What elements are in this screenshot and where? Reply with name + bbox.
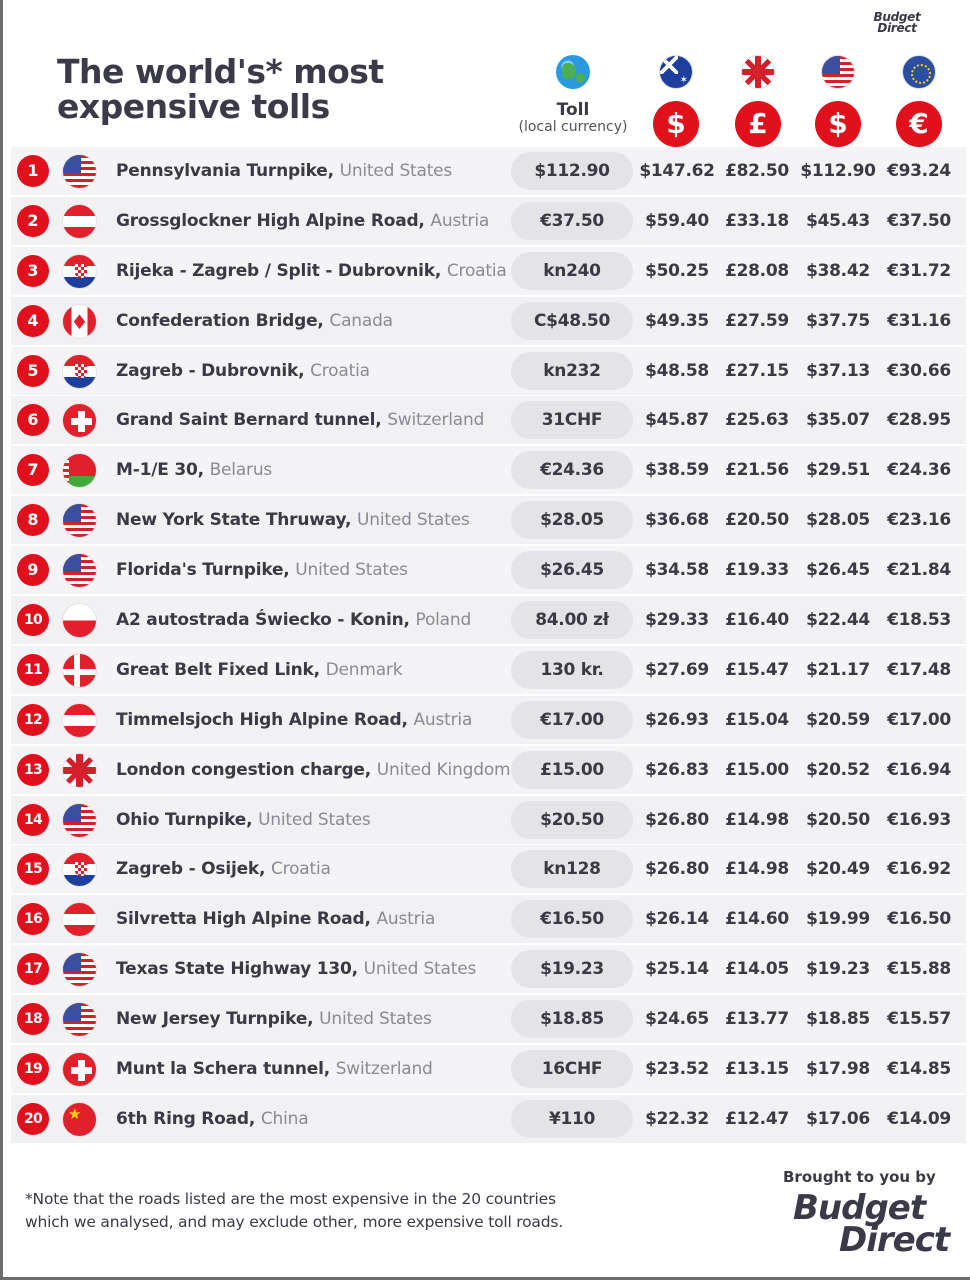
country-name: Croatia	[310, 360, 370, 381]
toll-aud-cell: $48.58	[645, 360, 709, 381]
country-flag-icon	[62, 553, 97, 588]
road-name-cell	[116, 995, 432, 1043]
road-name: Grand Saint Bernard tunnel,	[116, 410, 382, 431]
country-name: Denmark	[325, 659, 403, 680]
euro-icon: €	[896, 101, 942, 147]
country-flag-icon	[62, 403, 97, 438]
toll-local-cell: $18.85	[511, 1000, 633, 1038]
toll-usd-cell: $17.06	[806, 1108, 870, 1129]
toll-table	[11, 147, 966, 1145]
toll-usd-cell: $37.13	[806, 360, 870, 381]
toll-local-cell: 16CHF	[511, 1050, 633, 1088]
toll-eur-cell: €17.48	[887, 659, 951, 680]
toll-usd-cell: $28.05	[806, 510, 870, 531]
toll-local-cell: 84.00 zł	[511, 601, 633, 639]
toll-aud-cell: $22.32	[645, 1108, 709, 1129]
road-name: Zagreb - Dubrovnik,	[116, 360, 305, 381]
country-name: Croatia	[270, 859, 331, 880]
road-name-cell	[116, 247, 507, 295]
country-name: United Kingdom	[376, 759, 511, 780]
rank-badge: 11	[17, 654, 49, 686]
toll-local-cell: €16.50	[511, 900, 633, 938]
gbp-column-header	[733, 55, 783, 147]
rank-badge: 18	[17, 1003, 49, 1035]
table-row	[11, 1095, 966, 1143]
toll-aud-cell: $26.83	[645, 759, 709, 780]
country-flag-icon	[62, 453, 97, 488]
table-row	[11, 646, 966, 694]
toll-usd-cell: $17.98	[806, 1059, 870, 1080]
toll-eur-cell: €37.50	[887, 210, 951, 231]
country-name: China	[260, 1108, 309, 1129]
toll-gbp-cell: £28.08	[725, 260, 789, 281]
eur-column-header	[894, 55, 944, 147]
road-name: M-1/E 30,	[116, 460, 204, 481]
toll-usd-cell: $20.50	[806, 809, 870, 830]
road-name: Florida's Turnpike,	[116, 560, 290, 581]
table-row	[11, 696, 966, 744]
toll-aud-cell: $36.68	[645, 510, 709, 531]
road-name: Texas State Highway 130,	[116, 959, 358, 980]
country-flag-icon	[62, 354, 97, 389]
toll-aud-cell: $49.35	[645, 310, 709, 331]
toll-local-cell: $19.23	[511, 950, 633, 988]
toll-local-cell: 130 kr.	[511, 651, 633, 689]
rank-badge: 4	[17, 305, 49, 337]
toll-local-cell: 31CHF	[511, 401, 633, 439]
toll-gbp-cell: £82.50	[725, 161, 789, 181]
toll-gbp-cell: £25.63	[725, 410, 789, 431]
road-name: London congestion charge,	[116, 759, 372, 780]
toll-aud-cell: $26.14	[645, 909, 709, 930]
road-name: Rijeka - Zagreb / Split - Dubrovnik,	[116, 260, 442, 281]
brand-logo	[793, 1188, 963, 1260]
toll-usd-cell: $19.23	[806, 959, 870, 980]
toll-aud-cell: $26.80	[645, 859, 709, 880]
toll-aud-cell: $38.59	[645, 460, 709, 481]
country-flag-icon	[62, 1102, 97, 1137]
country-flag-icon	[62, 304, 97, 339]
toll-usd-cell: $22.44	[806, 610, 870, 631]
country-flag-icon	[62, 653, 97, 688]
table-row	[11, 546, 966, 594]
toll-local-cell: €37.50	[511, 202, 633, 240]
rank-badge: 17	[17, 953, 49, 985]
road-name-cell	[116, 546, 408, 594]
rank-badge: 1	[17, 155, 49, 187]
table-row	[11, 596, 966, 644]
toll-gbp-cell: £16.40	[725, 610, 789, 631]
page-title	[57, 54, 437, 124]
rank-badge: 16	[17, 903, 49, 935]
road-name: Timmelsjoch High Alpine Road,	[116, 709, 408, 730]
toll-eur-cell: €16.94	[887, 759, 951, 780]
toll-eur-cell: €21.84	[887, 560, 951, 581]
toll-eur-cell: €24.36	[887, 460, 951, 481]
road-name: A2 autostrada Świecko - Konin,	[116, 610, 410, 631]
country-flag-icon	[62, 1002, 97, 1037]
toll-eur-cell: €16.92	[887, 859, 951, 880]
road-name-cell	[116, 1045, 433, 1093]
rank-badge: 14	[17, 804, 49, 836]
road-name-cell	[116, 746, 510, 794]
table-row	[11, 396, 966, 444]
rank-badge: 20	[17, 1103, 49, 1135]
road-name: New Jersey Turnpike,	[116, 1009, 314, 1030]
toll-gbp-cell: £15.00	[725, 759, 789, 780]
toll-aud-cell: $34.58	[645, 560, 709, 581]
toll-sublabel: (local currency)	[518, 119, 628, 135]
rank-badge: 15	[17, 853, 49, 885]
road-name-cell	[116, 496, 470, 544]
brand-word-budget: Budget	[793, 1188, 926, 1228]
rank-badge: 2	[17, 205, 49, 237]
road-name-cell	[116, 347, 370, 395]
toll-aud-cell: $50.25	[645, 260, 709, 281]
road-name-cell	[116, 796, 371, 844]
rank-badge: 12	[17, 704, 49, 736]
toll-usd-cell: $20.49	[806, 859, 870, 880]
road-name-cell	[116, 596, 471, 644]
footnote	[25, 1188, 645, 1234]
country-name: United States	[339, 161, 453, 181]
australia-flag-icon	[659, 55, 693, 89]
toll-gbp-cell: £15.47	[725, 659, 789, 680]
table-row	[11, 147, 966, 195]
toll-usd-cell: $21.17	[806, 659, 870, 680]
toll-label: Toll	[556, 100, 590, 120]
road-name: Great Belt Fixed Link,	[116, 659, 320, 680]
toll-usd-cell: $20.52	[806, 759, 870, 780]
rank-badge: 8	[17, 504, 49, 536]
toll-eur-cell: €31.72	[887, 260, 951, 281]
toll-local-cell: ¥110	[511, 1100, 633, 1138]
toll-usd-cell: $35.07	[806, 410, 870, 431]
country-name: Belarus	[209, 460, 273, 481]
toll-local-cell: $20.50	[511, 801, 633, 839]
country-flag-icon	[62, 902, 97, 937]
toll-eur-cell: €23.16	[887, 510, 951, 531]
toll-eur-cell: €18.53	[887, 610, 951, 631]
road-name-cell	[116, 197, 489, 245]
road-name-cell	[116, 147, 452, 195]
toll-gbp-cell: £27.59	[725, 310, 789, 331]
table-row	[11, 496, 966, 544]
toll-local-cell: C$48.50	[511, 302, 633, 340]
road-name-cell	[116, 845, 331, 893]
toll-aud-cell: $29.33	[645, 610, 709, 631]
toll-column-header	[508, 55, 638, 135]
country-flag-icon	[62, 852, 97, 887]
toll-gbp-cell: £21.56	[725, 460, 789, 481]
toll-gbp-cell: £13.15	[725, 1059, 789, 1080]
country-flag-icon	[62, 254, 97, 289]
brand-small-line1: Budget	[873, 10, 921, 24]
road-name-cell	[116, 396, 484, 444]
road-name-cell	[116, 696, 472, 744]
country-name: Austria	[413, 709, 473, 730]
road-name-cell	[116, 945, 476, 993]
road-name: New York State Thruway,	[116, 510, 352, 531]
table-row	[11, 247, 966, 295]
toll-gbp-cell: £27.15	[725, 360, 789, 381]
toll-local-cell: €24.36	[511, 451, 633, 489]
toll-eur-cell: €31.16	[887, 310, 951, 331]
rank-badge: 5	[17, 355, 49, 387]
toll-aud-cell: $25.14	[645, 959, 709, 980]
toll-aud-cell: $147.62	[639, 161, 715, 181]
road-name: Grossglockner High Alpine Road,	[116, 210, 425, 231]
toll-eur-cell: €15.88	[887, 959, 951, 980]
table-row	[11, 347, 966, 395]
country-name: Switzerland	[387, 410, 485, 431]
usd-column-header	[813, 55, 863, 147]
table-row	[11, 845, 966, 893]
toll-eur-cell: €16.50	[887, 909, 951, 930]
eu-flag-icon	[902, 55, 936, 89]
road-name: Confederation Bridge,	[116, 310, 324, 331]
toll-gbp-cell: £13.77	[725, 1009, 789, 1030]
table-row	[11, 197, 966, 245]
rank-badge: 9	[17, 554, 49, 586]
rank-badge: 3	[17, 255, 49, 287]
uk-flag-icon	[741, 55, 775, 89]
toll-local-cell: kn240	[511, 252, 633, 290]
toll-eur-cell: €28.95	[887, 410, 951, 431]
brought-by-label: Brought to you by	[783, 1168, 936, 1186]
toll-aud-cell: $26.93	[645, 709, 709, 730]
table-row	[11, 995, 966, 1043]
road-name: Munt la Schera tunnel,	[116, 1059, 330, 1080]
brand-line2: Direct	[839, 1220, 950, 1260]
toll-eur-cell: €14.85	[887, 1059, 951, 1080]
toll-local-cell: €17.00	[511, 701, 633, 739]
road-name-cell	[116, 895, 435, 943]
toll-local-cell: $26.45	[511, 551, 633, 589]
pound-icon: £	[735, 101, 781, 147]
brand-small-line2: Direct	[877, 21, 917, 35]
aud-column-header	[651, 55, 701, 147]
toll-gbp-cell: £14.60	[725, 909, 789, 930]
toll-usd-cell: $18.85	[806, 1009, 870, 1030]
toll-usd-cell: $37.75	[806, 310, 870, 331]
toll-local-cell: $112.90	[511, 152, 633, 190]
toll-aud-cell: $26.80	[645, 809, 709, 830]
road-name-cell	[116, 297, 393, 345]
road-name: Zagreb - Osijek,	[116, 859, 266, 880]
toll-usd-cell: $20.59	[806, 709, 870, 730]
country-name: United States	[258, 809, 371, 830]
toll-gbp-cell: £12.47	[725, 1108, 789, 1129]
brand-logo-small	[862, 12, 932, 34]
rank-badge: 13	[17, 754, 49, 786]
table-row	[11, 746, 966, 794]
dollar-icon: $	[815, 101, 861, 147]
country-flag-icon	[62, 803, 97, 838]
globe-icon	[556, 55, 590, 89]
toll-gbp-cell: £14.05	[725, 959, 789, 980]
toll-aud-cell: $23.52	[645, 1059, 709, 1080]
rank-badge: 6	[17, 404, 49, 436]
country-flag-icon	[62, 1052, 97, 1087]
toll-eur-cell: €16.93	[887, 809, 951, 830]
country-flag-icon	[62, 753, 97, 788]
toll-local-cell: $28.05	[511, 501, 633, 539]
title-line2: expensive tolls	[57, 87, 330, 126]
toll-eur-cell: €17.00	[887, 709, 951, 730]
toll-usd-cell: $45.43	[806, 210, 870, 231]
road-name: 6th Ring Road,	[116, 1108, 256, 1129]
country-name: United States	[357, 510, 470, 531]
toll-local-cell: £15.00	[511, 751, 633, 789]
dollar-icon: $	[653, 101, 699, 147]
us-flag-icon	[821, 55, 855, 89]
country-name: Canada	[329, 310, 393, 331]
toll-aud-cell: $27.69	[645, 659, 709, 680]
table-row	[11, 297, 966, 345]
country-name: Switzerland	[335, 1059, 433, 1080]
toll-gbp-cell: £33.18	[725, 210, 789, 231]
table-row	[11, 945, 966, 993]
footnote-line2: which we analysed, and may exclude other, more expensive toll roads.	[25, 1213, 563, 1231]
toll-usd-cell: $112.90	[800, 161, 876, 181]
country-name: Croatia	[446, 260, 507, 281]
country-name: United States	[363, 959, 477, 980]
footnote-line1: *Note that the roads listed are the most expensive in the 20 countries	[25, 1190, 556, 1208]
table-row	[11, 446, 966, 494]
country-name: Austria	[430, 210, 490, 231]
toll-gbp-cell: £15.04	[725, 709, 789, 730]
country-flag-icon	[62, 204, 97, 239]
country-name: United States	[319, 1009, 432, 1030]
road-name-cell	[116, 446, 272, 494]
rank-badge: 10	[17, 604, 49, 636]
country-flag-icon	[62, 703, 97, 738]
table-row	[11, 796, 966, 844]
toll-usd-cell: $26.45	[806, 560, 870, 581]
toll-local-cell: kn128	[511, 850, 633, 888]
toll-aud-cell: $59.40	[645, 210, 709, 231]
country-flag-icon	[62, 952, 97, 987]
toll-usd-cell: $38.42	[806, 260, 870, 281]
toll-aud-cell: $45.87	[645, 410, 709, 431]
toll-usd-cell: $29.51	[806, 460, 870, 481]
toll-gbp-cell: £20.50	[725, 510, 789, 531]
toll-local-cell: kn232	[511, 352, 633, 390]
toll-usd-cell: $19.99	[806, 909, 870, 930]
country-flag-icon	[62, 154, 97, 189]
country-name: Poland	[415, 610, 472, 631]
toll-eur-cell: €93.24	[887, 161, 951, 181]
road-name: Pennsylvania Turnpike,	[116, 161, 334, 181]
toll-gbp-cell: £14.98	[725, 859, 789, 880]
road-name: Ohio Turnpike,	[116, 809, 253, 830]
toll-eur-cell: €14.09	[887, 1108, 951, 1129]
country-flag-icon	[62, 503, 97, 538]
toll-eur-cell: €30.66	[887, 360, 951, 381]
toll-eur-cell: €15.57	[887, 1009, 951, 1030]
country-name: United States	[295, 560, 408, 581]
table-row	[11, 1045, 966, 1093]
toll-aud-cell: $24.65	[645, 1009, 709, 1030]
rank-badge: 19	[17, 1053, 49, 1085]
road-name: Silvretta High Alpine Road,	[116, 909, 371, 930]
rank-badge: 7	[17, 454, 49, 486]
country-flag-icon	[62, 603, 97, 638]
title-line1: The world's* most	[57, 52, 384, 91]
toll-gbp-cell: £19.33	[725, 560, 789, 581]
road-name-cell	[116, 646, 402, 694]
table-row	[11, 895, 966, 943]
road-name-cell	[116, 1095, 308, 1143]
country-name: Austria	[376, 909, 436, 930]
toll-gbp-cell: £14.98	[725, 809, 789, 830]
